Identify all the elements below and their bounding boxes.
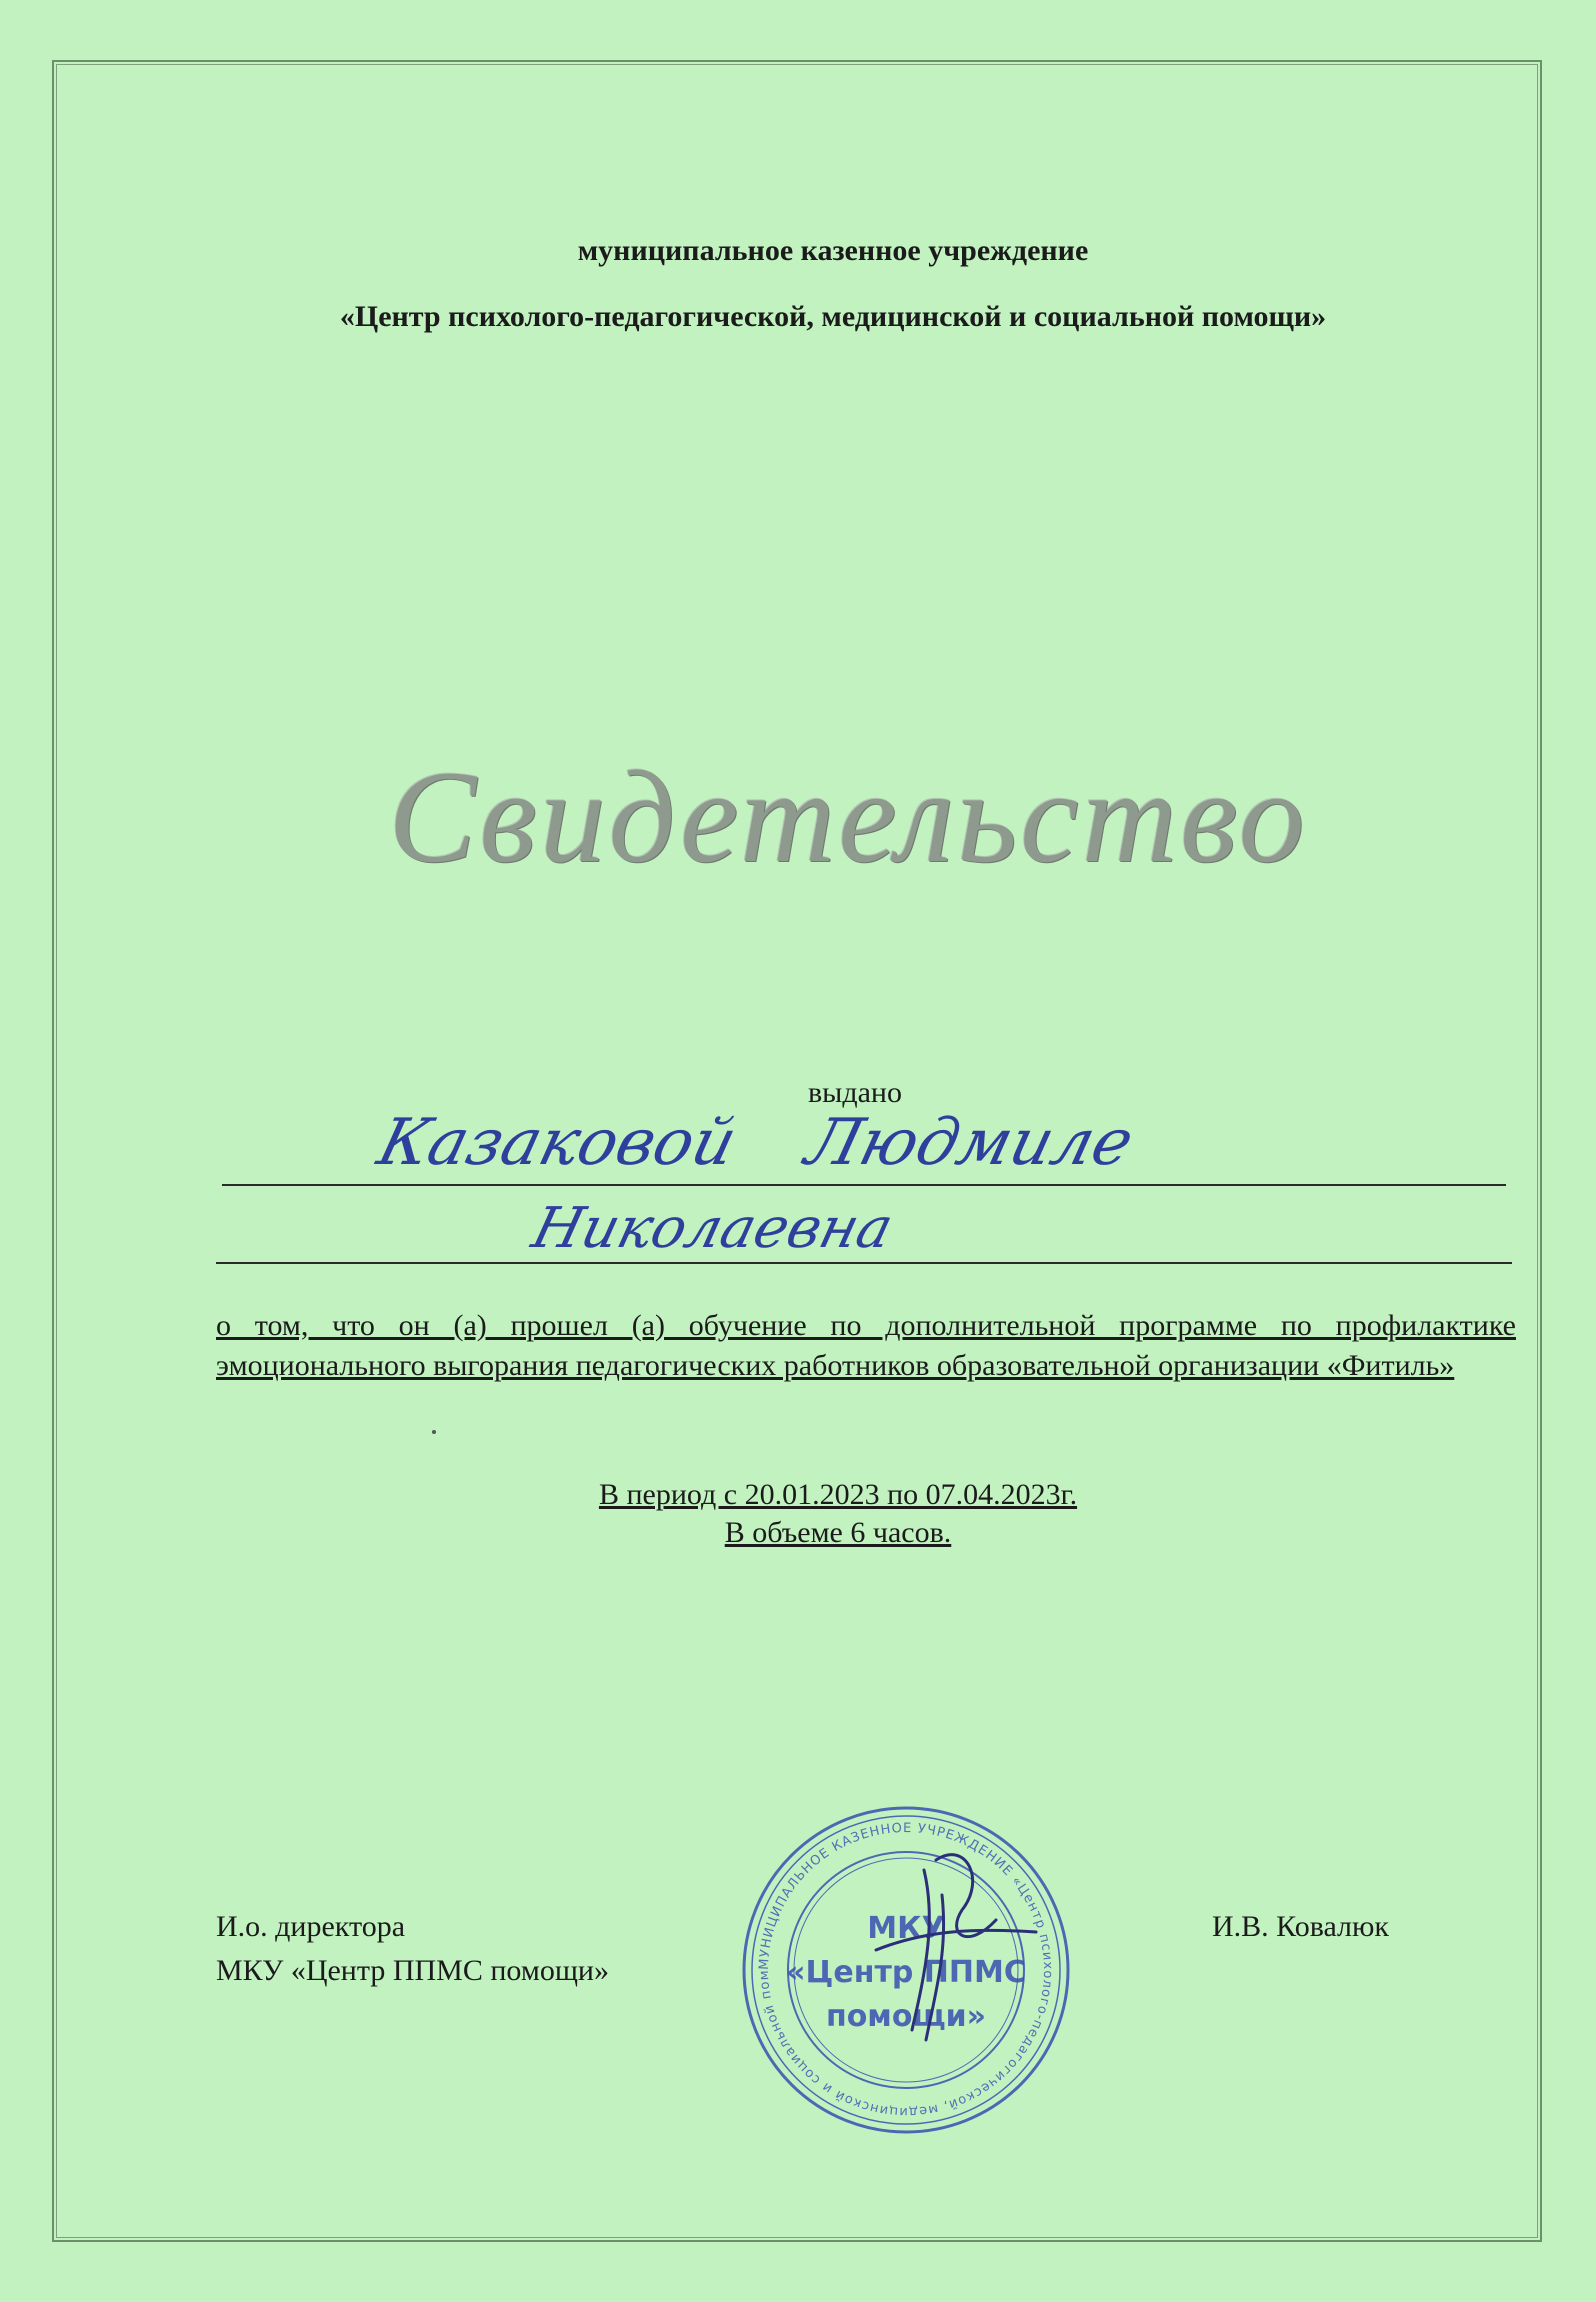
seal-center-line3: помощи» [825, 1999, 987, 2034]
recipient-surname: Казаковой [370, 1106, 744, 1180]
recipient-line-2 [216, 1262, 1512, 1264]
signer-organization: МКУ «Центр ППМС помощи» [216, 1954, 609, 1987]
training-period: В период с 20.01.2023 по 07.04.2023г. [598, 1478, 1078, 1511]
institution-type: муниципальное казенное учреждение [577, 234, 1089, 267]
ink-dot [432, 1430, 436, 1434]
recipient-name: Людмиле [798, 1106, 1141, 1180]
issued-label: выдано [808, 1076, 902, 1109]
seal-center-line1: МКУ [867, 1911, 945, 1946]
official-seal [736, 1800, 1076, 2140]
seal-center-line2: «Центр ППМС [786, 1955, 1026, 1990]
recipient-line-1 [222, 1184, 1506, 1186]
signer-name: И.В. Ковалюк [1212, 1910, 1389, 1943]
certificate-title: Свидетельство [388, 743, 1308, 890]
institution-name: «Центр психолого-педагогической, медицинской и социальной помощи» [339, 300, 1327, 333]
completion-statement: о том, что он (а) прошел (а) обучение по дополнительной программе по профилактике эмоционального выгорания педагогических работников образовательной организации «Фитиль» [216, 1309, 1516, 1382]
seal-ring-text: МУНИЦИПАЛЬНОЕ КАЗЕННОЕ УЧРЕЖДЕНИЕ «Центр психолого-педагогической, медицинской и социальной пом [756, 1820, 1056, 2120]
training-volume: В объеме 6 часов. [724, 1516, 952, 1549]
signer-position: И.о. директора [216, 1910, 406, 1943]
recipient-patronymic: Николаевна [525, 1196, 900, 1261]
